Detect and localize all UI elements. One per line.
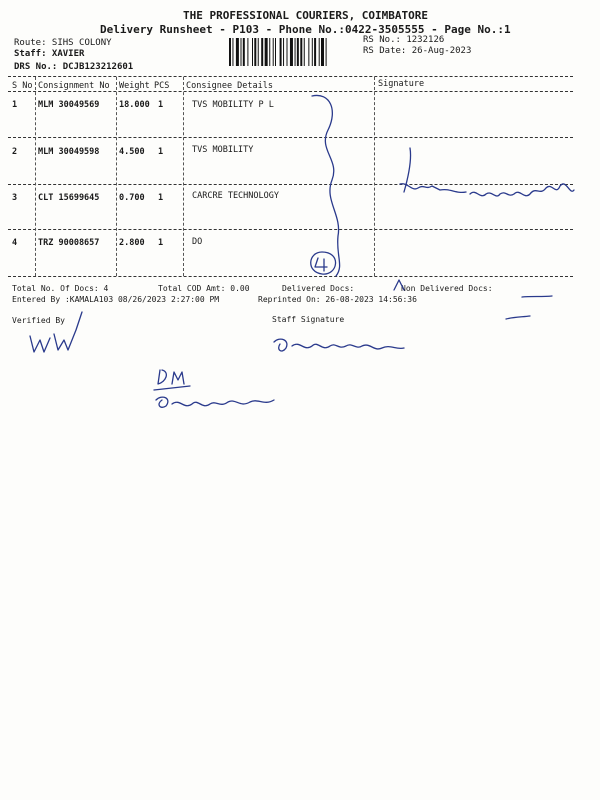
row-consignee: DO: [192, 237, 203, 247]
delivered-docs: Delivered Docs:: [282, 284, 355, 293]
row-consignment: CLT 15699645: [38, 193, 100, 203]
drs-number: DRS No.: DCJB123212601: [14, 62, 134, 72]
row-weight: 2.800: [119, 238, 145, 248]
row-sno: 1: [12, 100, 18, 110]
handwritten-verifier-initials: [30, 312, 82, 352]
entered-by: Entered By :KAMALA103 08/26/2023 2:27:00 PM: [12, 295, 220, 304]
row-consignment: MLM 30049598: [38, 147, 100, 157]
handwritten-dash: [506, 316, 530, 319]
handwritten-four: [315, 258, 327, 271]
handwritten-bracket: [312, 95, 340, 276]
row-sno: 4: [12, 238, 18, 248]
company-name: THE PROFESSIONAL COURIERS, COIMBATORE: [183, 9, 429, 22]
staff-label: Staff: XAVIER: [14, 49, 85, 59]
verified-by-label: Verified By: [12, 316, 65, 325]
handwritten-receiver-signature: [400, 148, 574, 196]
row-pcs: 1: [158, 238, 164, 248]
col-header-pcs: PCS: [154, 81, 170, 91]
row-weight: 18.000: [119, 100, 150, 110]
col-header-sno: S No: [12, 81, 33, 91]
row-pcs: 1: [158, 193, 164, 203]
handwritten-dash: [522, 296, 552, 297]
row-consignee: TVS MOBILITY P L: [192, 100, 274, 110]
handwritten-second-signature: [156, 397, 274, 407]
row-sno: 3: [12, 193, 18, 203]
col-header-consignment: Consignment No: [38, 81, 110, 91]
col-header-signature: Signature: [378, 79, 425, 89]
reprinted-on: Reprinted On: 26-08-2023 14:56:36: [258, 295, 417, 304]
rs-date: RS Date: 26-Aug-2023: [363, 46, 472, 56]
runsheet-subtitle: Delivery Runsheet - P103 - Phone No.:0422-3505555 - Page No.:1: [100, 23, 511, 36]
total-cod-amount: Total COD Amt: 0.00: [158, 284, 250, 293]
handwritten-dm-initials: [154, 370, 190, 390]
row-consignment: MLM 30049569: [38, 100, 100, 110]
row-pcs: 1: [158, 100, 164, 110]
non-delivered-docs: Non Delivered Docs:: [401, 284, 493, 293]
row-weight: 0.700: [119, 193, 145, 203]
total-docs: Total No. Of Docs: 4: [12, 284, 109, 293]
staff-signature-label: Staff Signature: [272, 315, 345, 324]
row-consignment: TRZ 90008657: [38, 238, 100, 248]
row-sno: 2: [12, 147, 18, 157]
col-header-consignee: Consignee Details: [186, 81, 273, 91]
row-pcs: 1: [158, 147, 164, 157]
handwritten-circle: [311, 252, 336, 274]
row-weight: 4.500: [119, 147, 145, 157]
col-header-weight: Weight: [119, 81, 150, 91]
rs-number: RS No.: 1232126: [363, 35, 445, 45]
row-consignee: TVS MOBILITY: [192, 145, 254, 155]
handwritten-tick: [394, 280, 404, 290]
route-label: Route: SIHS COLONY: [14, 38, 112, 48]
row-consignee: CARCRE TECHNOLOGY: [192, 191, 279, 201]
handwritten-staff-signature: [274, 339, 404, 351]
